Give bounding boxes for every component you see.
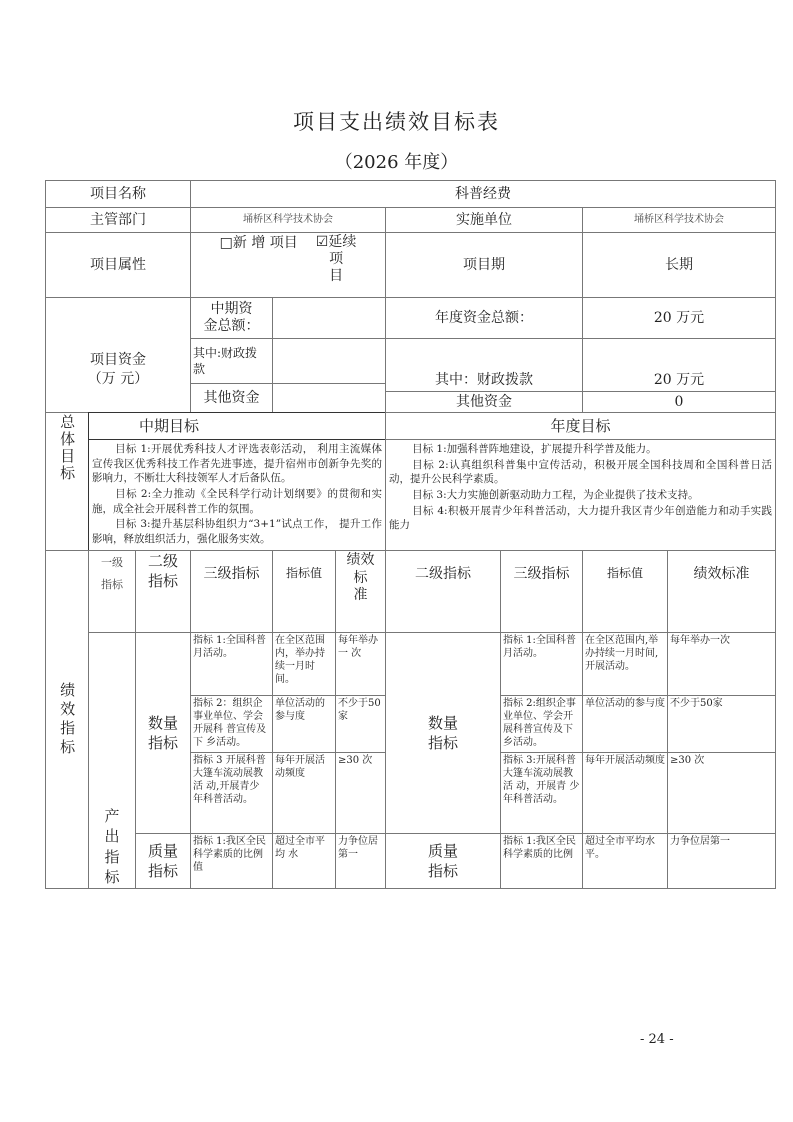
left-row-3-standard: ≥30 次 bbox=[335, 752, 386, 834]
mid-goal-header: 中期目标 bbox=[88, 412, 386, 440]
header-level2-right: 二级指标 bbox=[385, 550, 501, 633]
annual-other-label: 其他资金 bbox=[385, 391, 583, 413]
output-label: 产 出 指 标 bbox=[88, 632, 136, 889]
header-level3-right: 三级指标 bbox=[500, 550, 583, 633]
attr-options bbox=[190, 232, 386, 298]
left-row-2-value: 单位活动的参与度 bbox=[272, 695, 336, 753]
right-row-1-level3: 指标 1:全国科普月活动。 bbox=[500, 632, 583, 696]
project-name-label: 项目名称 bbox=[45, 180, 191, 208]
mid-total-label: 中期资 金总额： bbox=[190, 297, 273, 339]
header-standard: 绩效 标 准 bbox=[335, 550, 386, 633]
annual-goal-header: 年度目标 bbox=[385, 412, 776, 440]
right-row-2-level3: 指标 2:组织企事业单位、学会开展科普宣传及下乡活动。 bbox=[500, 695, 583, 753]
right-row-2-standard: 不少于50家 bbox=[667, 695, 776, 753]
left-row-4-value: 超过全市平均 水 bbox=[272, 833, 336, 889]
new-project-checkbox: □新 增 项目 bbox=[219, 235, 298, 251]
right-row-4-level3: 指标 1:我区全民科学素质的比例 bbox=[500, 833, 583, 889]
page-number: - 24 - bbox=[640, 1032, 674, 1047]
left-row-3-level3: 指标 3 开展科普大篷车流动展教活 动,开展青少 年科普活动。 bbox=[190, 752, 273, 834]
header-value: 指标值 bbox=[272, 550, 336, 633]
annual-fiscal-label: 其中：财政拨款 bbox=[385, 338, 583, 392]
left-row-4-standard: 力争位居第一 bbox=[335, 833, 386, 889]
right-row-4-value: 超过全市平均水平。 bbox=[582, 833, 668, 889]
mid-goal-item: 目标 3:提升基层科协组织力“3+1”试点工作， 提升工作影响，释放组织活力，强化服务实效。 bbox=[92, 518, 382, 546]
left-row-3-value: 每年开展活动频度 bbox=[272, 752, 336, 834]
period-value: 长期 bbox=[582, 232, 776, 298]
attr-label: 项目属性 bbox=[45, 232, 191, 298]
mid-other-value bbox=[272, 383, 386, 413]
mid-goal-item: 目标 2:全力推动《全民科学行动计划纲要》的贯彻和实施，成全社会开展科普工作的氛围。 bbox=[92, 488, 382, 515]
mid-fiscal-label: 其中:财政拨 款 bbox=[190, 338, 273, 384]
left-row-2-standard: 不少于50家 bbox=[335, 695, 386, 753]
project-name: 科普经费 bbox=[190, 180, 776, 208]
right-row-1-value: 在全区范围内,举办持续一月时间,开展活动。 bbox=[582, 632, 668, 696]
left-row-1-standard: 每年举办一 次 bbox=[335, 632, 386, 696]
right-row-1-standard: 每年举办一次 bbox=[667, 632, 776, 696]
perf-label: 绩效指标 bbox=[45, 550, 89, 889]
annual-fiscal-value: 20 万元 bbox=[582, 338, 776, 392]
period-label: 项目期 bbox=[385, 232, 583, 298]
right-row-3-value: 每年开展活动频度 bbox=[582, 752, 668, 834]
header-level2: 二级 指标 bbox=[135, 550, 191, 633]
impl-label: 实施单位 bbox=[385, 207, 583, 233]
quality-label: 质量 指标 bbox=[135, 833, 191, 889]
dept-label: 主管部门 bbox=[45, 207, 191, 233]
right-row-2-value: 单位活动的参与度 bbox=[582, 695, 668, 753]
mid-other-label: 其他资金 bbox=[190, 383, 273, 413]
goals-label: 总体目标 bbox=[45, 412, 89, 551]
quality-label-right: 质量 指标 bbox=[385, 833, 501, 889]
continued-project-checkbox: ☑延续 项 目 bbox=[315, 234, 357, 284]
annual-total-value: 20 万元 bbox=[582, 297, 776, 339]
mid-goals bbox=[88, 439, 386, 551]
header-level3: 三级指标 bbox=[190, 550, 273, 633]
annual-goals bbox=[385, 439, 776, 551]
annual-goal-item: 目标 1:加强科普阵地建设，扩展提升科学普及能力。 bbox=[412, 443, 657, 455]
header-level1: 一级 指标 bbox=[88, 550, 136, 633]
left-row-1-level3: 指标 1:全国科普月活动。 bbox=[190, 632, 273, 696]
mid-fiscal-value bbox=[272, 338, 386, 384]
mid-total-value bbox=[272, 297, 386, 339]
left-row-1-value: 在全区范围内，举办持续一月时间。 bbox=[272, 632, 336, 696]
annual-goal-item: 目标 2:认真组织科普集中宣传活动，积极开展全国科技周和全国科普日活动，提升公民科学素质。 bbox=[389, 458, 772, 486]
right-row-3-standard: ≥30 次 bbox=[667, 752, 776, 834]
annual-other-value: 0 bbox=[582, 391, 776, 413]
quantity-label: 数量 指标 bbox=[135, 632, 191, 834]
header-value-right: 指标值 bbox=[582, 550, 668, 633]
right-row-4-standard: 力争位居第一 bbox=[667, 833, 776, 889]
annual-goal-item: 目标 4:积极开展青少年科普活动，大力提升我区青少年创造能力和动手实践能力 bbox=[389, 504, 772, 532]
annual-total-label: 年度资金总额： bbox=[385, 297, 583, 339]
annual-goal-item: 目标 3:大力实施创新驱动助力工程，为企业提供了技术支持。 bbox=[412, 489, 699, 502]
quantity-label-right: 数量 指标 bbox=[385, 632, 501, 834]
header-standard-right: 绩效标准 bbox=[667, 550, 776, 633]
mid-goal-item: 目标 1:开展优秀科技人才评选表彰活动， 利用主流媒体宣传我区优秀科技工作者先进事迹，提升宿州市创新争先奖的影响力，不断壮大科技领军人才后备队伍。 bbox=[92, 443, 382, 485]
document-subtitle: （2026 年度） bbox=[334, 152, 459, 173]
dept-value: 埇桥区科学技术协会 bbox=[190, 207, 386, 233]
right-row-3-level3: 指标 3:开展科普大篷车流动展教活 动，开展青 少年科普活动。 bbox=[500, 752, 583, 834]
funds-label: 项目资金 （万 元） bbox=[45, 297, 191, 413]
left-row-4-level3: 指标 1:我区全民科学素质的比例值 bbox=[190, 833, 273, 889]
document-title: 项目支出绩效目标表 bbox=[293, 110, 500, 134]
impl-value: 埇桥区科学技术协会 bbox=[582, 207, 776, 233]
left-row-2-level3: 指标 2：组织企事业单位、学会开展科 普宣传及下 乡活动。 bbox=[190, 695, 273, 753]
